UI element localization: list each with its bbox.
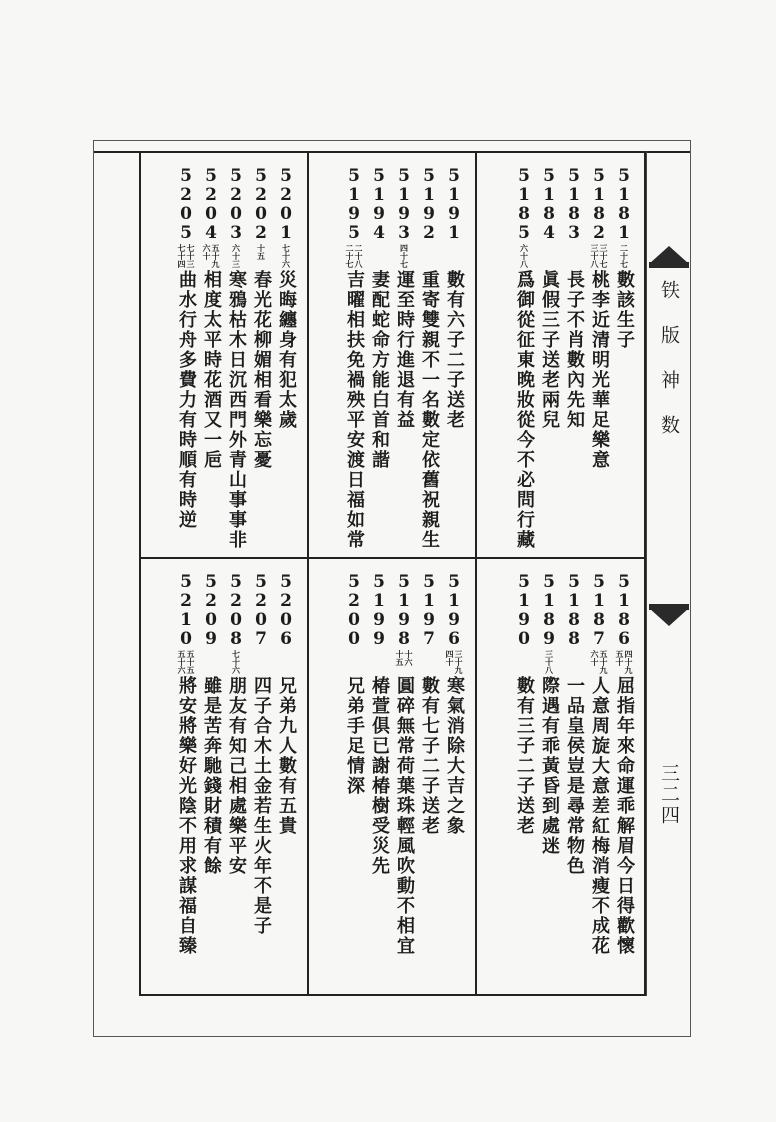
entry [250, 167, 272, 550]
entry-number: 5 1 8 7 [593, 572, 605, 649]
entry-number: 5 2 0 7 [255, 572, 267, 649]
entry-age-note: 三十八 [544, 650, 555, 674]
book-title: 铁版神数 [658, 280, 680, 460]
entry-age-note: 二十八 二十七 [345, 244, 364, 268]
entry [250, 573, 272, 956]
entry-verse: 眞假三子送老兩兒 [539, 270, 560, 430]
entry-verse: 數該生子 [614, 270, 635, 350]
entry-number: 5 2 0 6 [280, 572, 292, 649]
entry [200, 573, 222, 956]
entry [343, 573, 365, 956]
entry-age-note: 十六 十五 [395, 650, 414, 666]
entry-age-note: 四十九 五十 [615, 650, 634, 674]
entry [513, 167, 535, 550]
entry [588, 573, 610, 956]
entry-verse: 災晦纏身有犯太歲 [276, 270, 297, 430]
entry-verse: 兄弟手足情深 [344, 676, 365, 796]
entry-verse: 運至時行進退有益 [394, 270, 415, 430]
entry-age-note: 五十五 五十六 [177, 650, 196, 674]
page-frame [93, 140, 691, 1037]
entry-number: 5 2 0 3 [230, 166, 242, 243]
cell-bottom-right [477, 559, 645, 994]
tab-top-bar [649, 262, 689, 268]
entry-verse: 屈指年來命運乖解眉今日得歡懷 [614, 676, 635, 956]
page-number: 三二四 [658, 763, 680, 826]
entry-age-note: 七十六 [281, 244, 292, 268]
entry [563, 167, 585, 550]
entry-verse: 曲水行舟多費力有時順有時逆 [176, 270, 197, 530]
entry-verse: 妻配蛇命方能白首和諧 [369, 270, 390, 470]
entry-verse: 春光花柳媚相看樂忘憂 [251, 270, 272, 470]
entry [175, 167, 197, 550]
entry [513, 573, 535, 956]
entry [563, 573, 585, 956]
entry-verse: 人意周旋大意差紅梅消瘦不成花 [589, 676, 610, 956]
entry-number: 5 2 0 8 [230, 572, 242, 649]
entry-number: 5 1 9 9 [373, 572, 385, 649]
entry [368, 573, 390, 956]
entry [368, 167, 390, 550]
entry [418, 167, 440, 550]
entry-verse: 爲御從征東晚妝從今不必問行藏 [514, 270, 535, 550]
entry-age-note: 七十六 [231, 650, 242, 674]
entry-verse: 圓碎無常荷葉珠輕風吹動不相宜 [394, 676, 415, 956]
entry-verse: 將安將樂好光陰不用求謀福自臻 [176, 676, 197, 956]
entry-number: 5 1 8 3 [568, 166, 580, 243]
entry-number: 5 2 0 2 [255, 166, 267, 243]
entry-number: 5 2 0 9 [205, 572, 217, 649]
entry-number: 5 1 9 0 [518, 572, 530, 649]
entry [538, 573, 560, 956]
entry [225, 167, 247, 550]
entry-number: 5 2 0 5 [180, 166, 192, 243]
entry-verse: 吉曜相扶免禍殃平安渡日福如常 [344, 270, 365, 550]
cell-top-left [141, 153, 309, 559]
entry [613, 167, 635, 550]
entry-age-note: 二十七 [619, 244, 630, 268]
entry [175, 573, 197, 956]
entry-number: 5 1 9 5 [348, 166, 360, 243]
entry-number: 5 1 9 7 [423, 572, 435, 649]
entry-age-note: 六十八 [519, 244, 530, 268]
entry [275, 167, 297, 550]
entry-grid [139, 151, 646, 996]
entry-age-note: 十五 [256, 244, 267, 260]
entry-number: 5 1 8 8 [568, 572, 580, 649]
entry-verse: 數有七子二子送老 [419, 676, 440, 836]
entry-verse: 數有六子二子送老 [444, 270, 465, 430]
entry-verse: 際遇有乖黃昏到處迷 [539, 676, 560, 856]
entry-number: 5 1 8 2 [593, 166, 605, 243]
entry-number: 5 1 8 6 [618, 572, 630, 649]
entry-number: 5 1 8 1 [618, 166, 630, 243]
entry-verse: 朋友有知己相處樂平安 [226, 676, 247, 876]
entry-number: 5 1 9 8 [398, 572, 410, 649]
entry-verse: 椿萱俱已謝椿樹受災先 [369, 676, 390, 876]
entry-age-note: 六十三 [231, 244, 242, 268]
entry-number: 5 2 1 0 [180, 572, 192, 649]
entry [613, 573, 635, 956]
entry-age-note: 三十九 四十 [445, 650, 464, 674]
entry-number: 5 2 0 1 [280, 166, 292, 243]
entry-age-note: 三十七 三十八 [590, 244, 609, 268]
entry-verse: 相度太平時花酒又一巵 [201, 270, 222, 470]
entry [275, 573, 297, 956]
entry-verse: 寒鴉枯木日沉西門外青山事事非 [226, 270, 247, 550]
entry-verse: 長子不肖數內先知 [564, 270, 585, 430]
entry [418, 573, 440, 956]
entry [443, 573, 465, 956]
side-panel [646, 151, 691, 996]
cell-top-right [477, 153, 645, 559]
entry-age-note: 五十九 六十 [202, 244, 221, 268]
tab-bottom-ornament [649, 608, 689, 626]
entry [225, 573, 247, 956]
book-title-tab [649, 246, 689, 626]
entry-verse: 重寄雙親不一名數定依舊祝親生 [419, 270, 440, 550]
entry-number: 5 1 9 2 [423, 166, 435, 243]
entry-age-note: 五十九 六十 [590, 650, 609, 674]
entry-number: 5 2 0 0 [348, 572, 360, 649]
entry [200, 167, 222, 550]
entry-age-note: 四十七 [399, 244, 410, 268]
entry-number: 5 2 0 4 [205, 166, 217, 243]
entry-number: 5 1 9 4 [373, 166, 385, 243]
cell-bottom-middle [309, 559, 477, 994]
entry [393, 573, 415, 956]
entry [588, 167, 610, 550]
entry [343, 167, 365, 550]
entry [443, 167, 465, 550]
entry-number: 5 1 9 3 [398, 166, 410, 243]
entry-number: 5 1 9 1 [448, 166, 460, 243]
entry-verse: 一品皇侯豈是尋常物色 [564, 676, 585, 876]
cell-bottom-left [141, 559, 309, 994]
entry [393, 167, 415, 550]
entry-number: 5 1 8 4 [543, 166, 555, 243]
entry-verse: 桃李近清明光華足樂意 [589, 270, 610, 470]
entry-number: 5 1 8 5 [518, 166, 530, 243]
cell-top-middle [309, 153, 477, 559]
entry-age-note: 七十三 七十四 [177, 244, 196, 268]
entry-number: 5 1 8 9 [543, 572, 555, 649]
entry-verse: 兄弟九人數有五貴 [276, 676, 297, 836]
entry-verse: 數有三子二子送老 [514, 676, 535, 836]
entry-verse: 雖是苦奔馳錢財積有餘 [201, 676, 222, 876]
entry-number: 5 1 9 6 [448, 572, 460, 649]
entry-verse: 四子合木土金若生火年不是子 [251, 676, 272, 936]
entry-verse: 寒氣消除大吉之象 [444, 676, 465, 836]
entry [538, 167, 560, 550]
